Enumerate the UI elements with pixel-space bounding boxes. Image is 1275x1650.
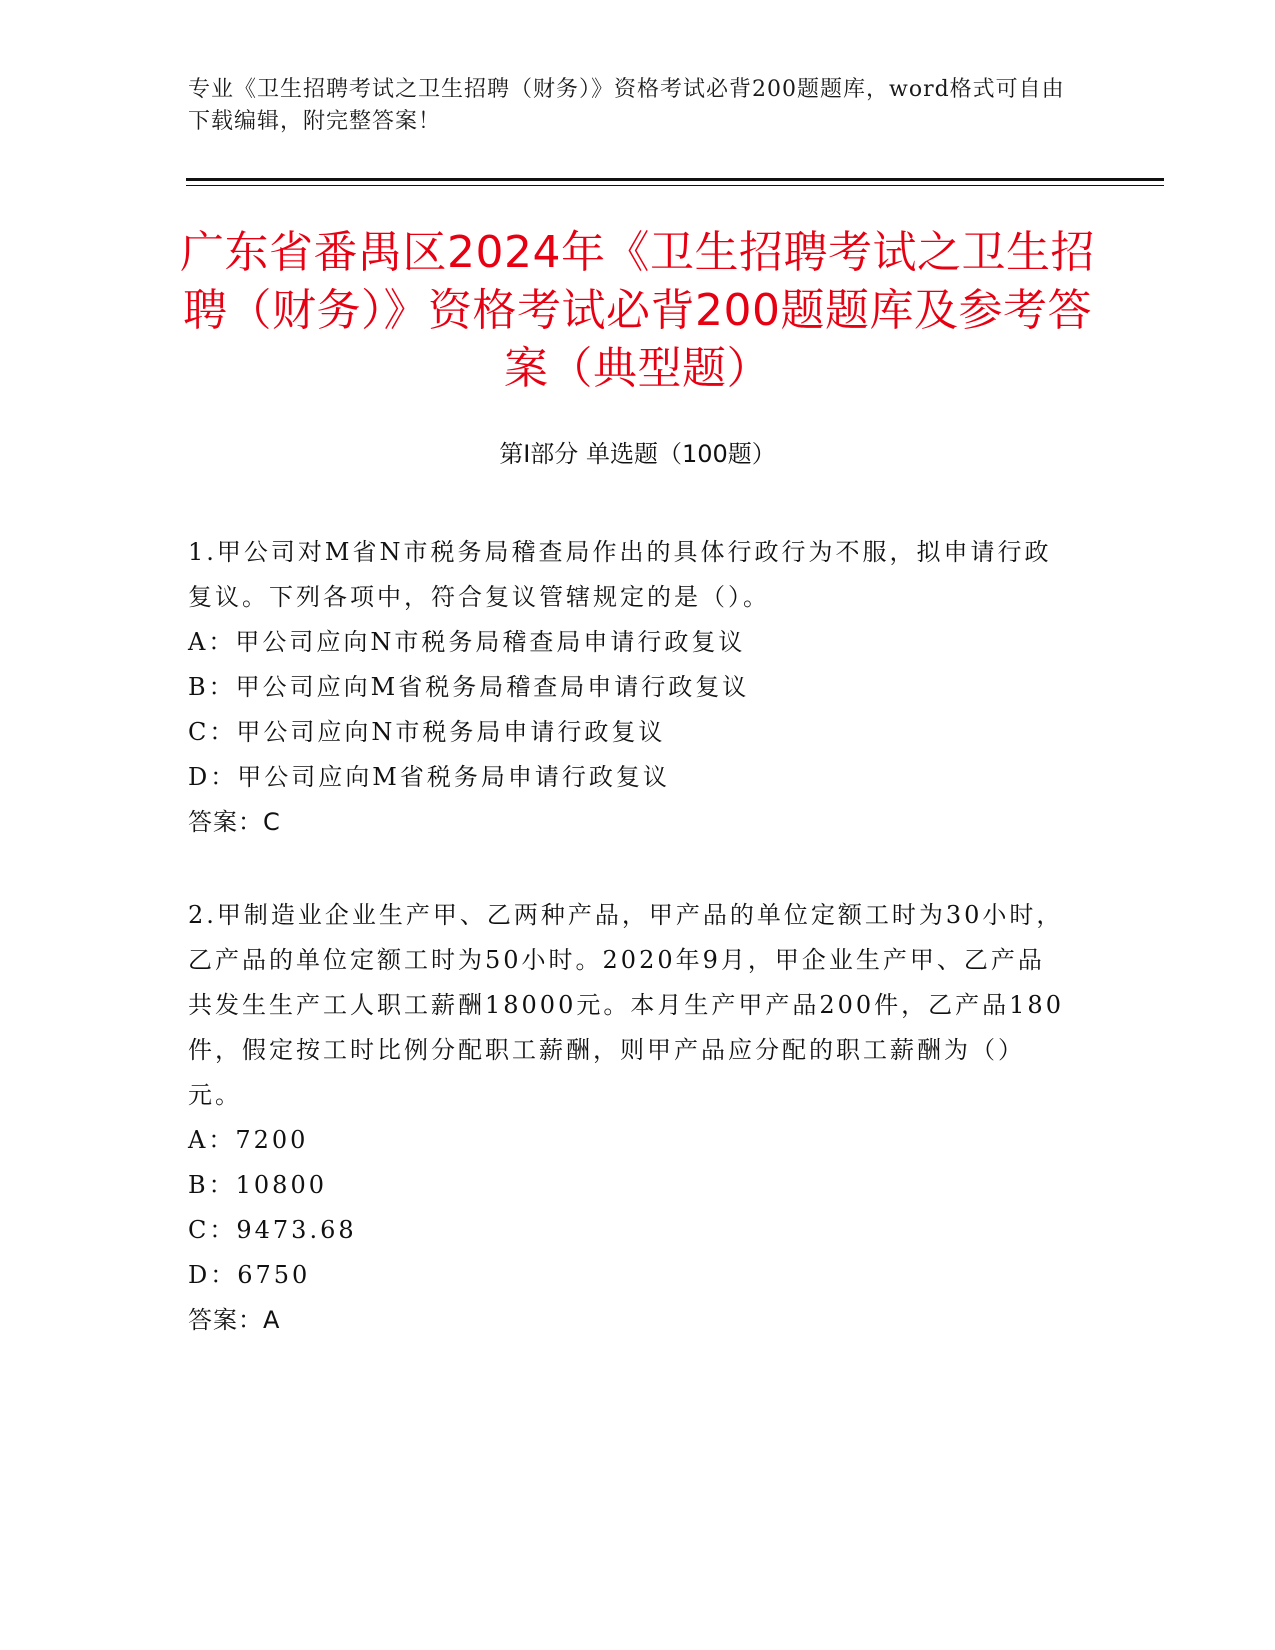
option-d: D：甲公司应向M省税务局申请行政复议 [188,763,670,791]
answer: 答案：A [188,1306,281,1334]
question-stem: 2.甲制造业企业生产甲、乙两种产品，甲产品的单位定额工时为30小时，乙产品的单位定额工时为50小时。2020年9月，甲企业生产甲、乙产品共发生生产工人职工薪酬18000元。本月生产甲产品200件，乙产品180件，假定按工时比例分配职工薪酬，则甲产品应分配的职工薪酬为（）元。 [188,901,1064,1109]
option-c: C：甲公司应向N市税务局申请行政复议 [188,718,666,746]
question-2 [188,893,1068,1343]
option-a: A：7200 [188,1126,309,1154]
header-divider-thin [186,185,1164,186]
document-title: 广东省番禺区2024年《卫生招聘考试之卫生招聘（财务）》资格考试必背200题题库及参考答案（典型题） [180,227,1095,394]
question-1 [188,530,1068,845]
header-divider-thick [186,178,1164,181]
option-b: B：甲公司应向M省税务局稽查局申请行政复议 [188,673,750,701]
option-a: A：甲公司应向N市税务局稽查局申请行政复议 [188,628,746,656]
section-heading: 第I部分 单选题（100题） [499,440,776,468]
option-d: D：6750 [188,1261,311,1289]
option-b: B：10800 [188,1171,327,1199]
option-c: C：9473.68 [188,1216,357,1244]
header-note: 专业《卫生招聘考试之卫生招聘（财务）》资格考试必背200题题库，word格式可自由下载编辑，附完整答案！ [188,77,1065,134]
question-stem: 1.甲公司对M省N市税务局稽查局作出的具体行政行为不服，拟申请行政复议。下列各项中，符合复议管辖规定的是（）。 [188,538,1052,611]
answer: 答案：C [188,808,281,836]
